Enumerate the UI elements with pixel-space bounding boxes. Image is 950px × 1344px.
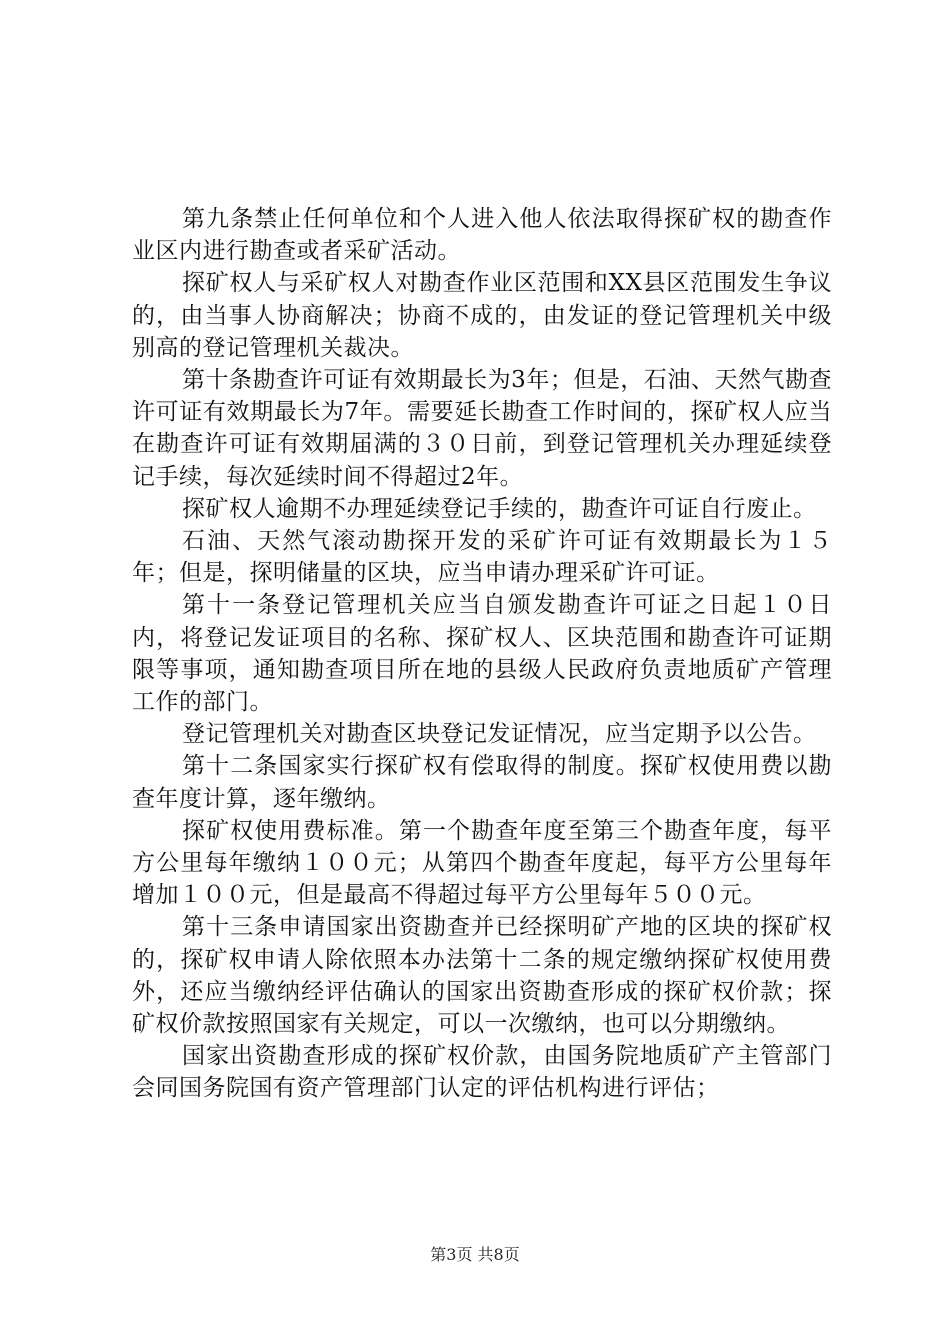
paragraph-article-10: 第十条勘查许可证有效期最长为3年；但是，石油、天然气勘查许可证有效期最长为7年。需要延长勘查工作时间的，探矿权人应当在勘查许可证有效期届满的３０日前，到登记管理机关办理延续登记手续，每次延续时间不得超过2年。	[132, 367, 832, 490]
paragraph-permit-expiry: 探矿权人逾期不办理延续登记手续的，勘查许可证自行废止。	[182, 495, 817, 522]
paragraph-oil-gas-permit: 石油、天然气滚动勘探开发的采矿许可证有效期最长为１５年；但是，探明储量的区块，应当申请办理采矿许可证。	[132, 528, 832, 587]
paragraph-article-11: 第十一条登记管理机关应当自颁发勘查许可证之日起１０日内，将登记发证项目的名称、探矿权人、区块范围和勘查许可证期限等事项，通知勘查项目所在地的县级人民政府负责地质矿产管理工作的部门。	[132, 592, 832, 716]
page-number-footer: 第3页 共8页	[430, 1245, 520, 1264]
paragraph-article-13: 第十三条申请国家出资勘查并已经探明矿产地的区块的探矿权的，探矿权申请人除依照本办法第十二条的规定缴纳探矿权使用费外，还应当缴纳经评估确认的国家出资勘查形成的探矿权价款；探矿权价款按照国家有关规定，可以一次缴纳，也可以分期缴纳。	[132, 914, 832, 1038]
paragraph-article-9: 第九条禁止任何单位和个人进入他人依法取得探矿权的勘查作业区内进行勘查或者采矿活动。	[132, 206, 832, 265]
paragraph-article-12: 第十二条国家实行探矿权有偿取得的制度。探矿权使用费以勘查年度计算，逐年缴纳。	[132, 753, 832, 812]
paragraph-valuation: 国家出资勘查形成的探矿权价款，由国务院地质矿产主管部门会同国务院国有资产管理部门认定的评估机构进行评估；	[132, 1043, 832, 1102]
paragraph-fee-standard: 探矿权使用费标准。第一个勘查年度至第三个勘查年度，每平方公里每年缴纳１００元；从第四个勘查年度起，每平方公里每年增加１００元，但是最高不得超过每平方公里每年５００元。	[132, 817, 832, 909]
paragraph-announcement: 登记管理机关对勘查区块登记发证情况，应当定期予以公告。	[182, 721, 817, 748]
paragraph-dispute-resolution: 探矿权人与采矿权人对勘查作业区范围和XX县区范围发生争议的，由当事人协商解决；协商不成的，由发证的登记管理机关中级别高的登记管理机关裁决。	[132, 270, 832, 361]
document-body	[132, 203, 832, 1105]
